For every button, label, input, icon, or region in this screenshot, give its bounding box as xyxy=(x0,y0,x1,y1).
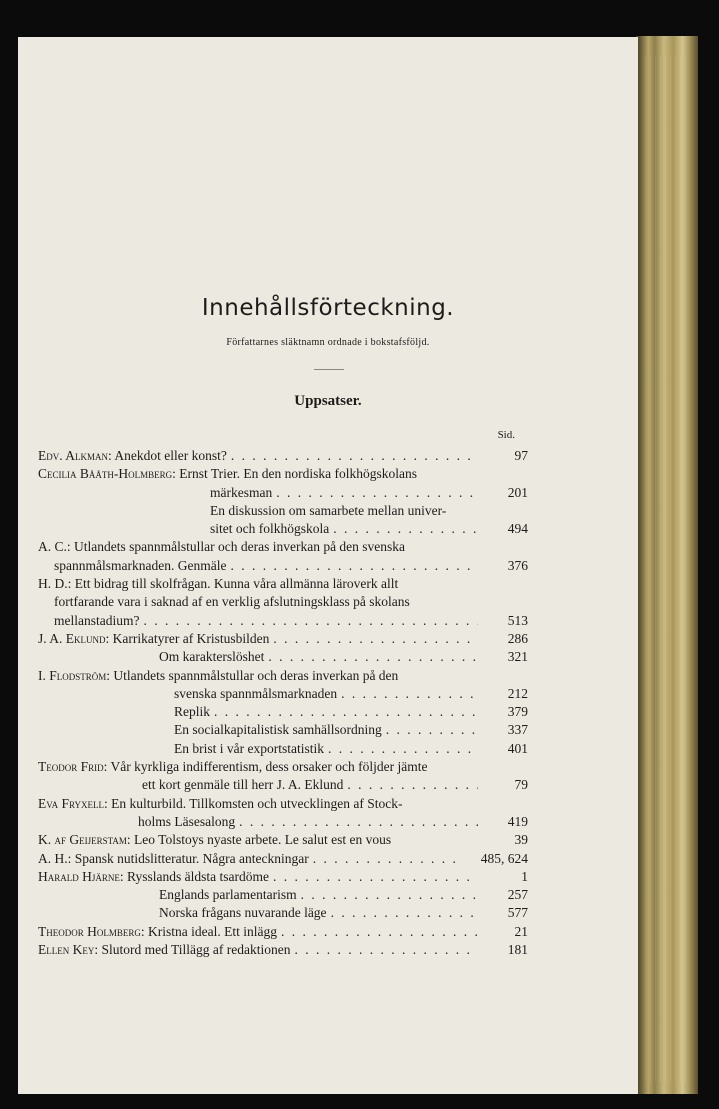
entry-title-cont: märkesman xyxy=(210,484,273,500)
book-page xyxy=(18,37,638,1094)
entry-author: J. A. Eklund: xyxy=(38,630,110,646)
entry-page: 79 xyxy=(514,777,528,793)
toc-entry xyxy=(38,447,528,465)
entry-title: Om karakterslöshet xyxy=(159,649,265,665)
toc-entry xyxy=(38,630,528,648)
toc-entry-continuation xyxy=(38,557,528,575)
entry-title: Slutord med Tillägg af redaktionen xyxy=(101,942,291,958)
entry-author: Teodor Frid: xyxy=(38,759,108,775)
entry-page: 337 xyxy=(507,722,528,738)
entry-title: Utlandets spannmålstullar och deras inverkan på den svenska xyxy=(74,539,406,555)
toc-entry xyxy=(38,648,528,666)
page-subtitle: Författarnes släktnamn ordnade i bokstafsföljd. xyxy=(226,337,430,348)
entry-page: 577 xyxy=(507,905,528,921)
toc-entry xyxy=(38,850,528,868)
entry-title-cont: fortfarande vara i saknad af en verklig afslutningsklass på skolans xyxy=(54,594,410,610)
entry-title: Ett bidrag till skolfrågan. Kunna våra allmänna läroverk allt xyxy=(74,576,399,592)
entry-page: 21 xyxy=(514,923,528,939)
toc-entry-continuation xyxy=(38,484,528,502)
entry-page: 379 xyxy=(507,704,528,720)
entry-title: Replik xyxy=(174,704,210,720)
toc-entry xyxy=(38,923,528,941)
entry-title: Ernst Trier. En den nordiska folkhögskolans xyxy=(179,466,417,482)
entry-author: Cecilia Bååth-Holmberg: xyxy=(38,466,176,482)
toc-entry xyxy=(38,502,528,520)
toc-entry-continuation xyxy=(38,685,528,703)
entry-page: 97 xyxy=(514,448,528,463)
entry-title-cont: svenska spannmålsmarknaden xyxy=(174,685,338,701)
toc-entry xyxy=(38,721,528,739)
entry-author: H. D.: xyxy=(38,576,72,592)
entry-author: Edv. Alkman: xyxy=(38,448,112,463)
entry-title: Norska frågans nuvarande läge xyxy=(159,905,327,921)
entry-page: 401 xyxy=(507,740,528,756)
entry-author: K. af Geijerstam: xyxy=(38,832,131,848)
entry-page: 201 xyxy=(507,484,528,500)
toc-entry xyxy=(38,758,528,776)
entry-page: 286 xyxy=(507,630,528,646)
entry-page: 39 xyxy=(514,832,528,848)
toc-entry xyxy=(38,831,528,849)
entry-author: Harald Hjärne: xyxy=(38,868,124,884)
section-heading: Uppsatser. xyxy=(294,393,362,409)
entry-title-cont: sitet och folkhögskola xyxy=(210,521,330,537)
entry-author: Eva Fryxell: xyxy=(38,795,108,811)
entry-title: Englands parlamentarism xyxy=(159,887,297,903)
entry-title: Kristna ideal. Ett inlägg xyxy=(148,923,277,939)
page-edges xyxy=(645,56,689,1082)
entry-title: Vår kyrkliga indifferentism, dess orsaker och följder jämte xyxy=(110,759,428,775)
entry-title-cont: mellanstadium? xyxy=(54,612,140,628)
toc-list xyxy=(38,447,528,959)
entry-title: Anekdot eller konst? xyxy=(114,448,227,463)
entry-title: Karrikatyrer af Kristusbilden xyxy=(112,630,270,646)
entry-title: En socialkapitalistisk samhällsordning xyxy=(174,722,382,738)
toc-entry xyxy=(38,465,528,483)
toc-entry-continuation xyxy=(38,520,528,538)
entry-page: 419 xyxy=(507,813,528,829)
entry-author: Theodor Holmberg: xyxy=(38,923,145,939)
entry-page: 494 xyxy=(507,521,528,537)
entry-title-cont: ett kort genmäle till herr J. A. Eklund xyxy=(142,777,344,793)
entry-page: 485, 624 xyxy=(480,850,528,866)
entry-author: A. H.: xyxy=(38,850,72,866)
entry-title: Utlandets spannmålstullar och deras inverkan på den xyxy=(113,667,399,683)
entry-page: 181 xyxy=(507,942,528,958)
toc-entry xyxy=(38,575,528,593)
entry-title-cont: holms Läsesalong xyxy=(138,813,236,829)
toc-entry-continuation xyxy=(38,612,528,630)
toc-entry-continuation xyxy=(38,776,528,794)
entry-page: 376 xyxy=(507,557,528,573)
entry-page: 212 xyxy=(507,685,528,701)
toc-entry xyxy=(38,904,528,922)
entry-title: En diskussion om samarbete mellan univer- xyxy=(210,502,447,518)
toc-entry-continuation xyxy=(38,813,528,831)
divider xyxy=(314,369,344,370)
entry-author: A. C.: xyxy=(38,539,71,555)
toc-entry xyxy=(38,538,528,556)
entry-title: Leo Tolstoys nyaste arbete. Le salut est en vous xyxy=(134,832,392,848)
entry-page: 513 xyxy=(507,612,528,628)
toc-entry xyxy=(38,703,528,721)
toc-entry xyxy=(38,740,528,758)
toc-entry xyxy=(38,795,528,813)
entry-title: Spansk nutidslitteratur. Några anteckningar xyxy=(74,850,309,866)
entry-title: En brist i vår exportstatistik xyxy=(174,740,324,756)
page-column-label: Sid. xyxy=(497,429,515,441)
toc-entry-continuation xyxy=(38,593,528,611)
entry-title-cont: spannmålsmarknaden. Genmäle xyxy=(54,557,227,573)
toc-entry xyxy=(38,886,528,904)
entry-author: I. Flodström: xyxy=(38,667,111,683)
toc-entry xyxy=(38,941,528,959)
toc-entry xyxy=(38,667,528,685)
entry-title: Rysslands äldsta tsardöme xyxy=(127,868,269,884)
entry-page: 1 xyxy=(521,868,528,884)
page-title: Innehållsförteckning. xyxy=(201,295,455,321)
entry-title: En kulturbild. Tillkomsten och utvecklingen af Stock- xyxy=(111,795,403,811)
entry-page: 321 xyxy=(507,649,528,665)
toc-entry xyxy=(38,868,528,886)
entry-page: 257 xyxy=(507,887,528,903)
entry-author: Ellen Key: xyxy=(38,942,99,958)
